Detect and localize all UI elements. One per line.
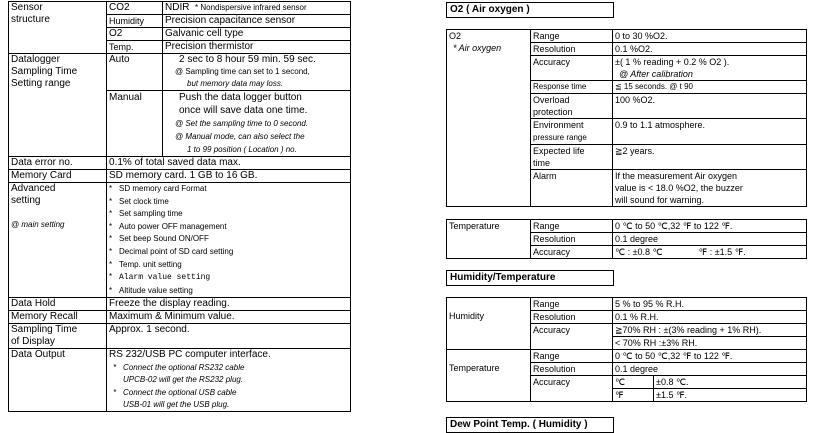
auto-label: Auto (107, 54, 163, 91)
resolution-label: Resolution (531, 311, 613, 324)
data-error-label: Data error no. (9, 157, 107, 170)
display-sampling-value: Approx. 1 second. (107, 324, 351, 349)
temperature-label: Temperature (447, 220, 531, 259)
resolution-label: Resolution (531, 233, 613, 246)
o2-spec-table (446, 29, 807, 207)
expected-life-value: ≧2 years. (613, 145, 807, 170)
sensor-value: Galvanic cell type (163, 28, 351, 41)
celsius-value: ±0.8 ℃. (656, 377, 689, 387)
accuracy-value: ℃ : ±0.8 ℃ ℉ : ±1.5 ℉. (613, 246, 807, 259)
o2-section-header: O2 ( Air oxygen ) (446, 2, 614, 18)
data-output-label: Data Output (9, 349, 107, 412)
memory-recall-value: Maximum & Minimum value. (107, 311, 351, 324)
data-hold-value: Freeze the display reading. (107, 298, 351, 311)
resolution-label: Resolution (531, 363, 613, 376)
humidity-temperature-header: Humidity/Temperature (446, 270, 614, 286)
resolution-value: 0.1 % R.H. (613, 311, 807, 324)
resolution-value: 0.1 %O2. (613, 43, 807, 56)
display-sampling-label: Sampling Time of Display (9, 324, 107, 349)
list-item: Set sampling time (119, 209, 183, 219)
sensor-key: O2 (107, 28, 163, 41)
range-value: 0 ℃ to 50 ℃,32 ℉ to 122 ℉. (613, 220, 807, 233)
resolution-value: 0.1 degree (613, 233, 807, 246)
temperature-label: Temperature (447, 350, 531, 402)
response-time-label: Response time (531, 81, 613, 94)
range-label: Range (531, 30, 613, 43)
list-item: Alarm value setting (119, 273, 211, 283)
accuracy-value (613, 376, 807, 389)
o2-label: O2 * Air oxygen (447, 30, 531, 207)
list-item: Altitude value setting (119, 285, 193, 295)
list-item: Set clock time (119, 196, 169, 206)
left-spec-table (8, 1, 351, 412)
sensor-key: CO2 (107, 2, 163, 15)
sensor-key: Temp. (107, 41, 163, 54)
manual-value: Push the data logger button once will save data one time. @ Set the sampling time to 0 second. @ Manual mode, can also select the 1 to 99 position ( Location ) no. (163, 91, 351, 157)
memory-recall-label: Memory Recall (9, 311, 107, 324)
advanced-setting-label: Advanced setting @ main setting (9, 183, 107, 298)
advanced-setting-list: * SD memory card Format * Set clock time * Set sampling time * Auto power OFF management * Set beep Sound ON/OFF * Decimal point of SD card setting * Temp. unit setting * Alarm value setting * Altitude value setting (107, 183, 351, 298)
manual-label: Manual (107, 91, 163, 157)
list-item: Temp. unit setting (119, 259, 182, 269)
sensor-value: Precision capacitance sensor (163, 15, 351, 28)
accuracy-value: < 70% RH :±3% RH. (613, 337, 807, 350)
datalogger-label: Datalogger Sampling Time Setting range (9, 54, 107, 157)
accuracy-value: ≧70% RH : ±(3% reading + 1% RH). (613, 324, 807, 337)
sensor-value: Precision thermistor (163, 41, 351, 54)
range-value: 0 ℃ to 50 ℃,32 ℉ to 122 ℉. (613, 350, 807, 363)
overload-label: Overload protection (531, 94, 613, 119)
celsius-label: ℃ (613, 376, 654, 388)
expected-life-label: Expected life time (531, 145, 613, 170)
response-time-value: ≦ 15 seconds. @ t 90 (613, 81, 807, 94)
fahrenheit-value: ±1.5 ℉. (656, 390, 688, 400)
range-value: 0 to 30 %O2. (613, 30, 807, 43)
data-error-value: 0.1% of total saved data max. (107, 157, 351, 170)
resolution-value: 0.1 degree (613, 363, 807, 376)
accuracy-label: Accuracy (531, 324, 613, 350)
list-item: Auto power OFF management (119, 221, 227, 231)
humidity-temperature-table (446, 297, 807, 402)
range-label: Range (531, 350, 613, 363)
sensor-value: NDIR * Nondispersive infrared sensor (163, 2, 351, 15)
environment-value: 0.9 to 1.1 atmosphere. (613, 119, 807, 145)
o2-temperature-table (446, 219, 807, 259)
range-label: Range (531, 220, 613, 233)
accuracy-label: Accuracy (531, 56, 613, 81)
accuracy-label: Accuracy (531, 376, 613, 402)
alarm-label: Alarm (531, 170, 613, 207)
overload-value: 100 %O2. (613, 94, 807, 119)
list-item: SD memory card Format (119, 184, 207, 193)
data-output-value: RS 232/USB PC computer interface. * Connect the optional RS232 cable UPCB-02 will get the RS232 plug. * Connect the optional USB cable USB-01 will get the USB plug. (107, 349, 351, 412)
accuracy-value: ±( 1 % reading + 0.2 % O2 ). @ After calibration (613, 56, 807, 81)
memory-card-label: Memory Card (9, 170, 107, 183)
sensor-label: Sensor structure (9, 2, 107, 54)
memory-card-value: SD memory card. 1 GB to 16 GB. (107, 170, 351, 183)
auto-value: 2 sec to 8 hour 59 min. 59 sec. @ Sampling time can set to 1 second, but memory data may loss. (163, 54, 351, 91)
resolution-label: Resolution (531, 43, 613, 56)
sensor-key: Humidity (107, 15, 163, 28)
environment-label: Environment pressure range (531, 119, 613, 145)
range-value: 5 % to 95 % R.H. (613, 298, 807, 311)
alarm-value: If the measurement Air oxygen value is < 18.0 %O2, the buzzer will sound for warning. (613, 170, 807, 207)
data-hold-label: Data Hold (9, 298, 107, 311)
range-label: Range (531, 298, 613, 311)
accuracy-label: Accuracy (531, 246, 613, 259)
list-item: Set beep Sound ON/OFF (119, 234, 209, 244)
dew-point-header: Dew Point Temp. ( Humidity ) (446, 417, 614, 433)
humidity-label: Humidity (447, 298, 531, 350)
fahrenheit-label: ℉ (613, 389, 654, 401)
list-item: Decimal point of SD card setting (119, 246, 234, 256)
accuracy-value (613, 389, 807, 402)
